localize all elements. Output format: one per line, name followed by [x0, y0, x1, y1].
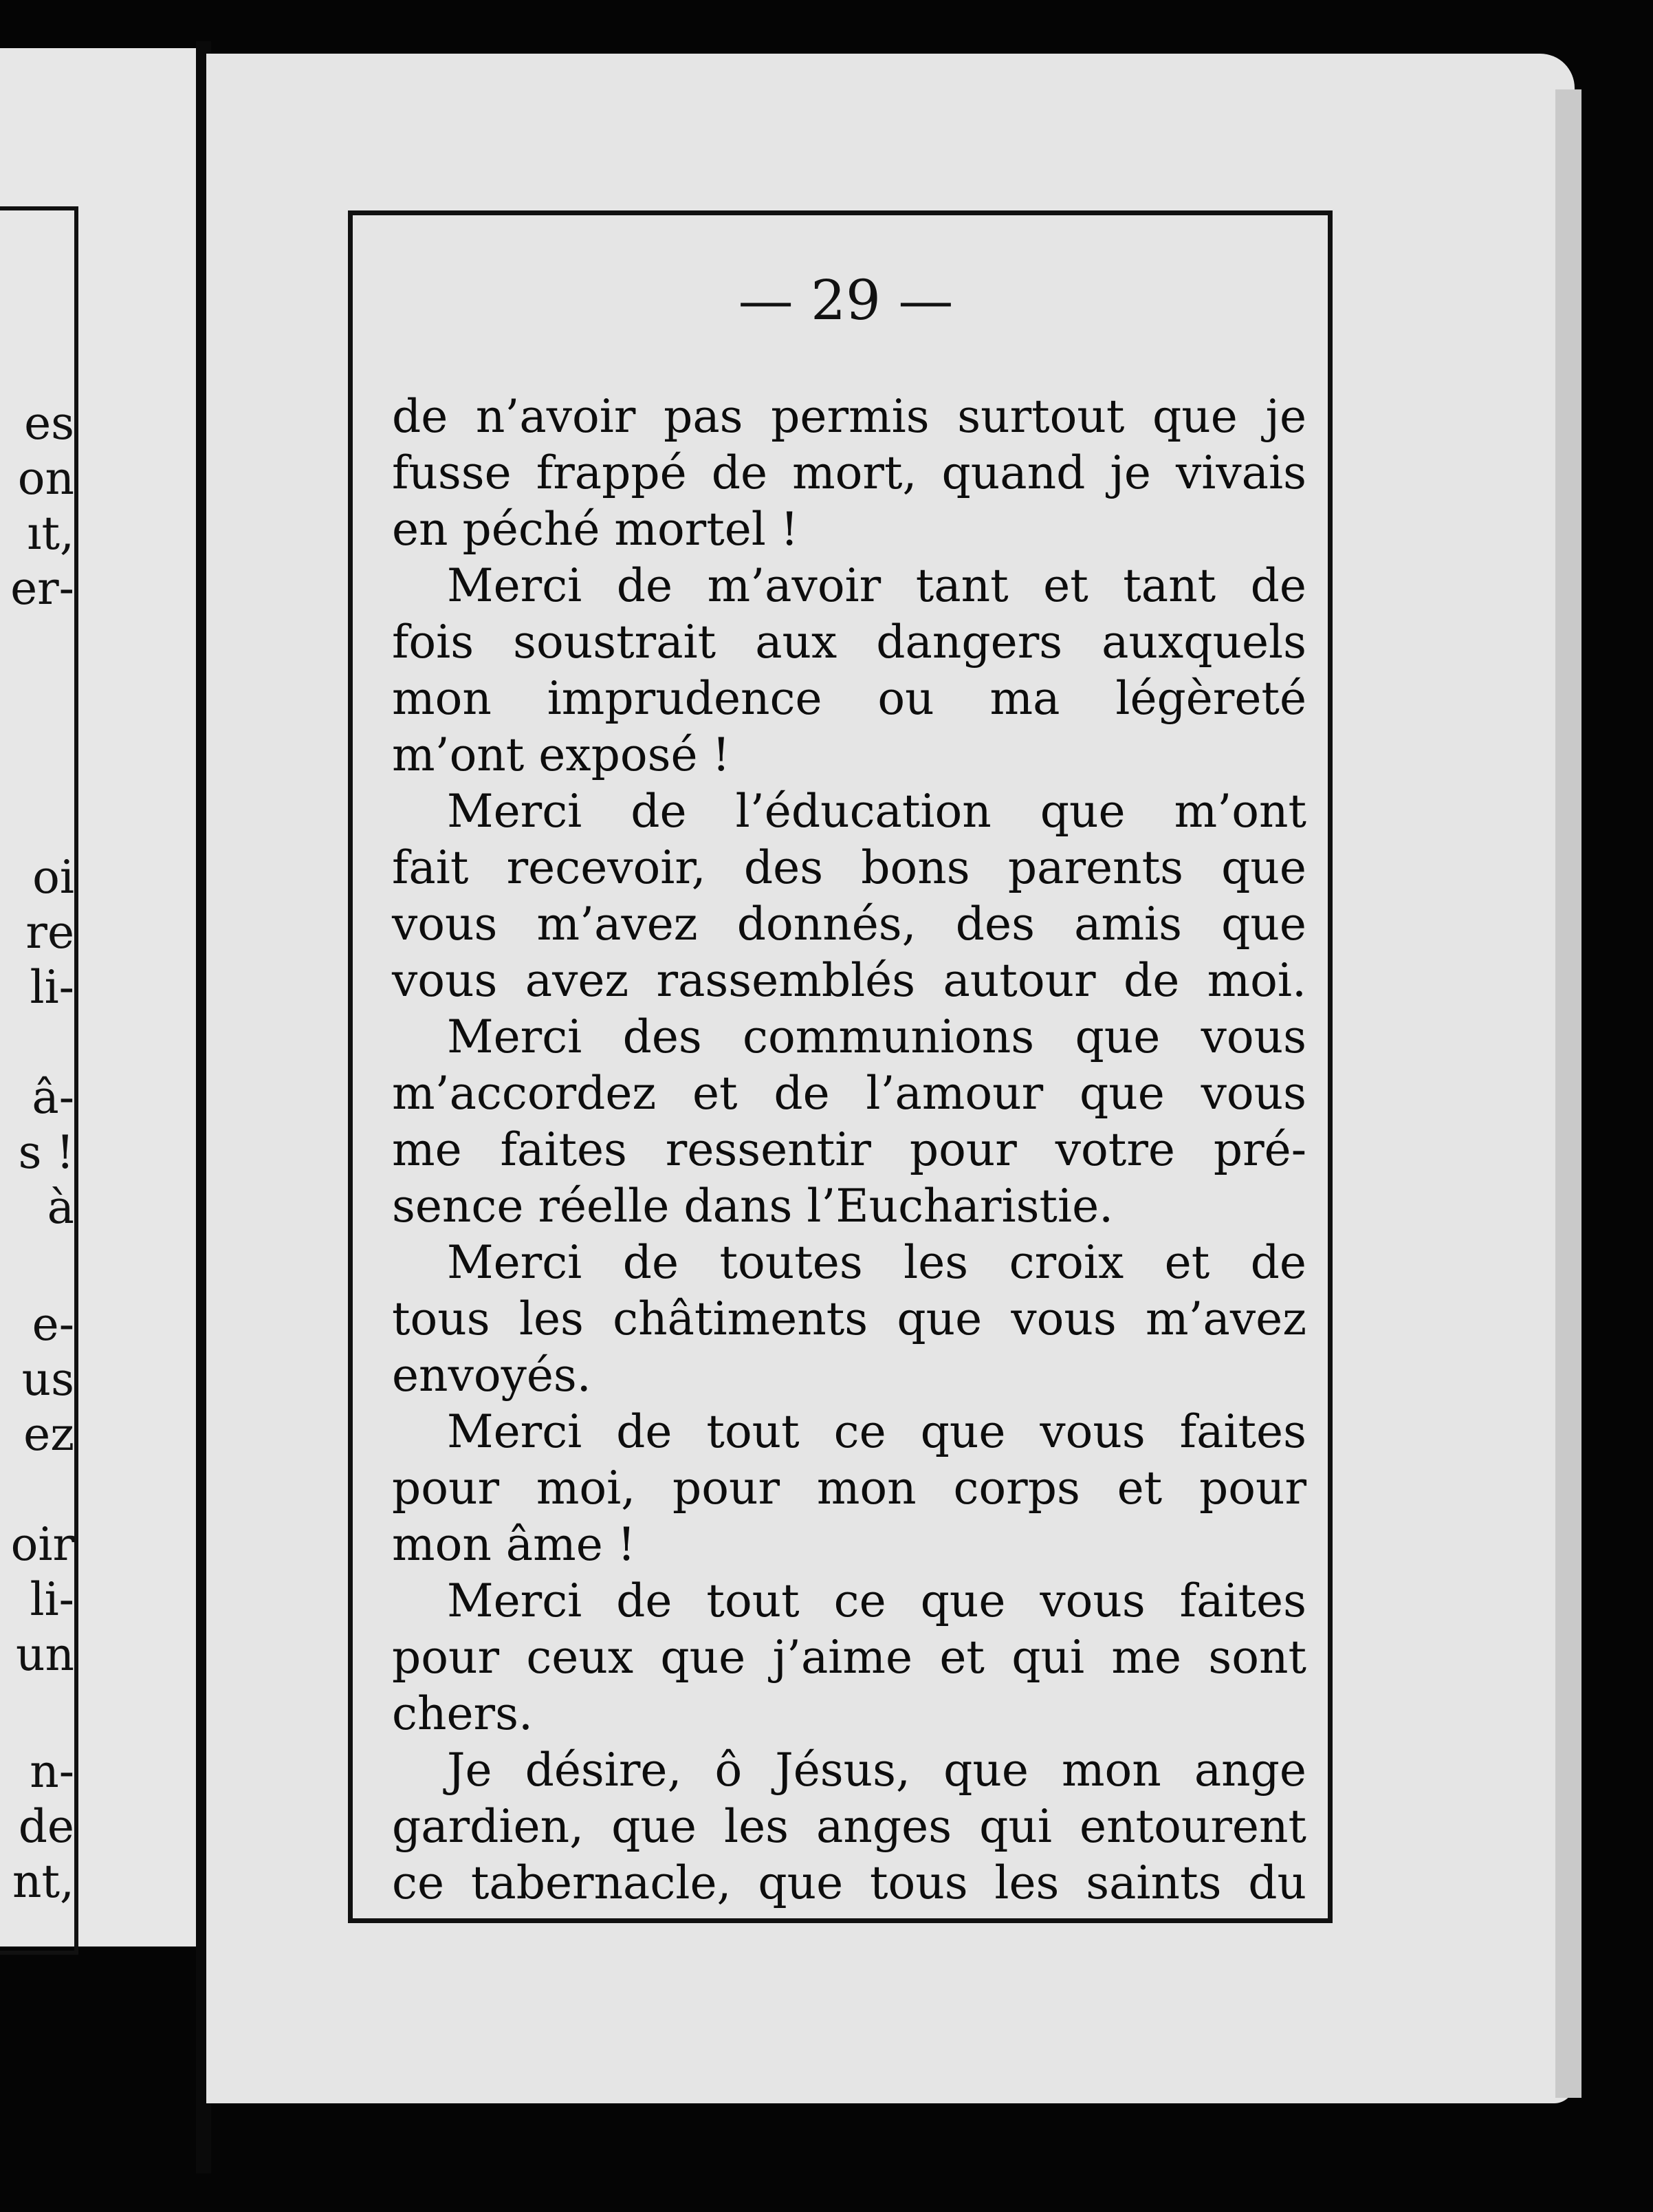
- left-line-fragment: ıt,: [27, 507, 74, 560]
- left-line-fragment: li-: [30, 961, 74, 1014]
- text-line: fait recevoir, des bons parents que: [392, 841, 1306, 894]
- left-page: [0, 48, 196, 1947]
- left-line-fragment: â-: [32, 1071, 74, 1124]
- left-line-fragment: ez: [23, 1408, 74, 1461]
- text-line: mon âme !: [392, 1518, 636, 1571]
- text-line: Merci de toutes les croix et de: [447, 1236, 1306, 1289]
- text-line: ce tabernacle, que tous les saints du: [392, 1856, 1306, 1909]
- left-line-fragment: n-: [30, 1745, 74, 1798]
- left-line-fragment: es: [24, 397, 74, 450]
- page-number: — 29 —: [738, 268, 954, 332]
- text-line: m’accordez et de l’amour que vous: [392, 1067, 1306, 1120]
- text-line: Merci de tout ce que vous faites: [447, 1405, 1306, 1458]
- left-line-fragment: li-: [30, 1573, 74, 1626]
- text-line: Merci des communions que vous: [447, 1010, 1306, 1063]
- text-line: vous m’avez donnés, des amis que: [392, 898, 1306, 951]
- text-line: Merci de tout ce que vous faites: [447, 1574, 1306, 1627]
- left-line-fragment: e-: [32, 1298, 74, 1351]
- left-line-fragment: er-: [10, 562, 74, 615]
- left-line-fragment: nt,: [12, 1855, 74, 1908]
- text-line: en péché mortel !: [392, 503, 799, 556]
- left-line-fragment: de: [18, 1800, 74, 1853]
- page-edge: [1555, 89, 1581, 2098]
- text-line: de n’avoir pas permis surtout que je: [392, 390, 1306, 443]
- left-line-fragment: oi: [32, 851, 74, 904]
- left-line-fragment: à: [47, 1181, 74, 1234]
- left-page-text-frame: [0, 206, 78, 1955]
- text-line: chers.: [392, 1687, 533, 1740]
- text-line: Merci de l’éducation que m’ont: [447, 785, 1306, 838]
- left-line-fragment: re: [25, 906, 74, 959]
- text-line: me faites ressentir pour votre pré-: [392, 1123, 1306, 1176]
- text-line: pour ceux que j’aime et qui me sont: [392, 1631, 1306, 1684]
- left-line-fragment: on: [17, 452, 74, 505]
- text-line: mon imprudence ou ma légèreté: [392, 672, 1306, 725]
- left-line-fragment: oir: [10, 1518, 74, 1571]
- left-line-fragment: us: [21, 1353, 74, 1406]
- text-line: fusse frappé de mort, quand je vivais: [392, 446, 1306, 499]
- text-line: tous les châtiments que vous m’avez: [392, 1292, 1306, 1345]
- text-line: vous avez rassemblés autour de moi.: [392, 954, 1306, 1007]
- text-line: Je désire, ô Jésus, que mon ange: [447, 1744, 1306, 1797]
- text-line: fois soustrait aux dangers auxquels: [392, 616, 1306, 669]
- text-line: Merci de m’avoir tant et tant de: [447, 559, 1306, 612]
- text-line: sence réelle dans l’Eucharistie.: [392, 1180, 1114, 1233]
- text-line: pour moi, pour mon corps et pour: [392, 1462, 1306, 1515]
- text-line: gardien, que les anges qui entourent: [392, 1800, 1306, 1853]
- left-line-fragment: s !: [18, 1126, 74, 1179]
- left-line-fragment: un: [15, 1628, 74, 1681]
- text-line: m’ont exposé !: [392, 728, 731, 781]
- text-line: envoyés.: [392, 1349, 591, 1402]
